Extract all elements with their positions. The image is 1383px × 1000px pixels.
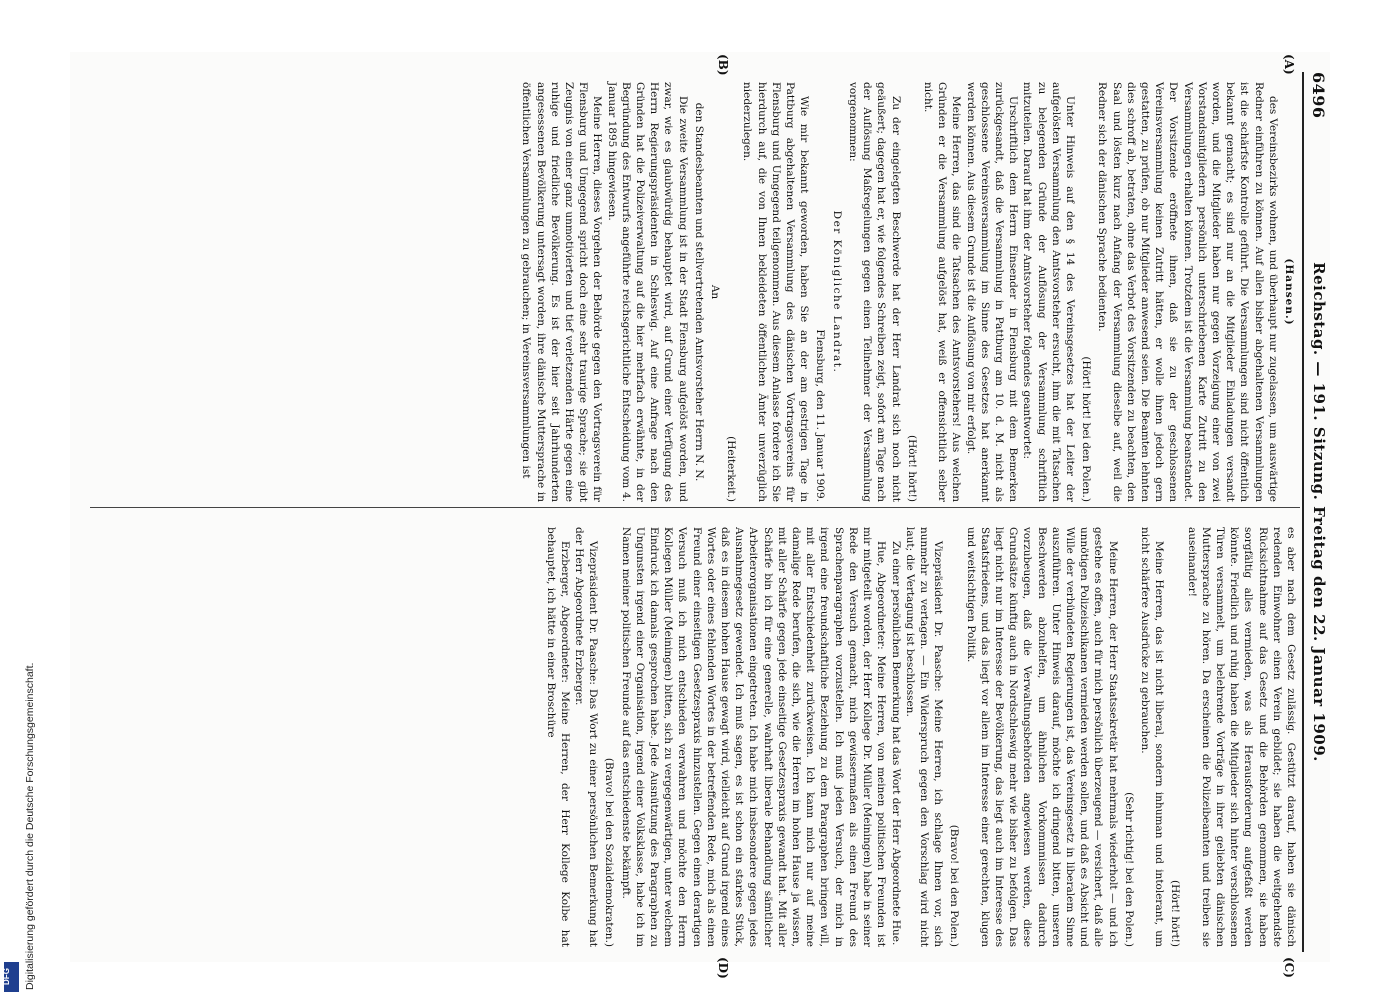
quoted-paragraph: Urschriftlich dem Herrn Einsender in Flensburg mit dem Bemerken zurückgesandt, daß die Versammlung in Pattburg am 10. d. M. nicht als geschlossene Vereinsversammlung im Sinne des Gesetzes hat anerkannt werden können. Aus diesem Grunde ist die Auflösung von mir erfolgt. [964, 82, 1020, 502]
paragraph: Vizepräsident Dr. Paasche: Meine Herren, ich schlage Ihnen vor, sich nunmehr zu vertagen. — Ein Widerspruch gegen den Vorschlag wird nicht laut; die Vertagung ist beschlossen. [903, 527, 945, 947]
letter-recipient: den Standesbeamten und stellvertretenden Amtsvorsteher Herrn N. N. [692, 102, 705, 482]
dfg-logo [1, 962, 19, 992]
margin-marker-b: (B) [716, 54, 730, 76]
session-title: Reichstag. — 191. Sitzung. Freitag den 22. Januar 1909. [1310, 262, 1328, 762]
interjection: (Sehr richtig! bei den Polen.) [1122, 792, 1135, 947]
running-head [1304, 72, 1330, 952]
letter-sender: Der Königliche Landrat. [830, 210, 843, 374]
letter-to: An [709, 284, 722, 300]
scanned-page [70, 52, 1330, 979]
paragraph: es aber nach dem Gesetz zulässig. Gestützt darauf, haben sie dänisch redenden Einwohner einen Verein gebildet; sie haben die weitgehendste Rücksichtnahme auf das Gesetz und die Behörden genommen, sie haben sorgfältig alles vermieden, was als Herausforderung aufgefaßt werden könnte. Friedlich und ruhig haben die Mitglieder sich hinter verschlossenen Türen versammelt, um belehrende Vorträge in ihrer geliebten dänischen Muttersprache zu hören. Da erscheinen die Polizeibeamten und treiben sie auseinander! [1185, 527, 1297, 947]
header-rule [1302, 72, 1304, 952]
paragraph: Erzberger, Abgeordneter: Meine Herren, der Herr Kollege Kolbe hat behauptet, ich hätte in einer Broschüre [544, 527, 571, 947]
letter-date: Flensburg, den 11. Januar 1909. [814, 329, 827, 502]
paragraph: Zu der eingelegten Beschwerde hat der Herr Landrat sich noch nicht geäußert; dagegen hat er, wie folgendes Schreiben zeigt, sofort am Tage nach der Auflösung Maßregelungen gegen einen Teilnehmer der Versammlung vorgenommen: [846, 82, 902, 502]
right-column [543, 527, 1298, 947]
dfg-logo-text: DFG [1, 968, 11, 985]
interjection: (Heiterkeit.) [725, 436, 738, 502]
column-divider [90, 507, 1300, 508]
paragraph: Meine Herren, das sind die Tatsachen des Amtsvorstehers! Aus welchen Gründen er die Versammlung aufgelöst hat, weiß er offensichtlich selber nicht. [921, 82, 963, 502]
left-column [519, 82, 1298, 502]
paragraph: Hue, Abgeordneter: Meine Herren, von meinen politischen Freunden ist mir mitgeteilt worden, der Herr Kollege Dr. Müller (Meiningen) habe in seiner Rede den Versuch gemacht, mich gewissermaßen als einen Freund des Sprachenparagraphen vorzustellen. Ich muß jeden Versuch, der mich in irgend eine freundschaftliche Beziehung zu dem Paragraphen bringen will, mit aller Entschiedenheit zurückweisen. Ich kann mich nur auf meine damalige Rede berufen, die sich, wie die Herren im hohen Hause ja wissen, mit aller Schärfe gegen jede einseitige Gesetzespraxis gewandt hat. Mit aller Schärfe bin ich für eine generelle, wahrhaft liberale Behandlung sämtlicher Arbeiterorganisationen eingetreten. Ich habe mich insbesondere gegen jedes Ausnahmegesetz gewendet. Ich muß sagen, es ist schon ein starkes Stück, daß es in diesem hohen Hause gewagt wird, vielleicht auf Grund irgend eines Wortes oder eines fehlenden Wortes in der betreffenden Rede, mich als einen Freund einer einseitigen Gesetzespraxis hinzustellen. Gegen einen derartigen Versuch muß ich mich entschieden verwahren und möchte den Herrn Kollegen Müller (Meiningen) bitten, sich zu vergegenwärtigen, unter welchem Eindruck ich damals gesprochen habe. Jede Ausnützung des Paragraphen zu Ungunsten irgend einer Organisation, irgend einer Volksklasse, habe ich im Namen meiner politischen Freunde auf das entschiedenste bekämpft. [619, 527, 888, 947]
paragraph: Meine Herren, dieses Vorgehen der Behörde gegen den Vortragsverein für Flensburg und Umgegend spricht doch eine sehr traurige Sprache; sie gibt Zeugnis von einer ganz unmotivierten und tief verletzenden Härte gegen eine ruhige und friedliche Bevölkerung. Es ist der hier seit Jahrhunderten angesessenen Bevölkerung untersagt worden, ihre dänische Muttersprache in öffentlichen Versammlungen zu gebrauchen; in Vereinsversammlungen ist [520, 82, 604, 502]
margin-marker-a: (A) [1282, 54, 1296, 75]
letter-body: Wie mir bekannt geworden, haben Sie an der am gestrigen Tage in Pattburg abgehaltenen Versammlung des dänischen Vortragsvereins für Flensburg und Umgegend teilgenommen. Aus diesem Anlasse fordere ich Sie hierdurch auf, die von Ihnen bekleideten öffentlichen Ämter unverzüglich niederzulegen. [741, 82, 811, 502]
footer-strip [0, 0, 36, 1000]
margin-marker-c: (C) [1282, 957, 1296, 978]
paragraph: Meine Herren, das ist nicht liberal, sondern inhuman und intolerant, um nicht schärfere Ausdrücke zu gebrauchen. [1138, 527, 1166, 947]
paragraph: Zu einer persönlichen Bemerkung hat das Wort der Herr Abgeordnete Hue. [889, 541, 902, 946]
interjection: (Hört! hört!) [1169, 879, 1182, 947]
paragraph: Unter Hinweis auf den § 14 des Vereinsgesetzes hat der Leiter der aufgelösten Versammlung den Amtsvorsteher ersucht, ihm die mit Tatsachen zu belegenden Gründe der Auflösung der Versammlung schriftlich mitzuteilen. Darauf hat ihm der Amtsvorsteher folgendes geantwortet: [1021, 82, 1076, 502]
speaker-tag: (Hansen.) [1283, 258, 1295, 326]
margin-marker-d: (D) [716, 957, 730, 979]
paragraph: Meine Herren, der Herr Staatssekretär hat mehrmals wiederholt — und ich gestehe es offen, auch für mich persönlich überzeugend — versichert, daß alle unnötigen Polizeischikanen vermieden werden sollen, und daß es Absicht und Wille der verbündeten Regierungen ist, das Vereinsgesetz in liberalem Sinne auszuführen. Unter Hinweis darauf, möchte ich dringend bitten, unseren Beschwerden abzuhelfen, um ähnlichen Vorkommnissen dadurch vorzubeugen, daß die Verwaltungsbehörden angewiesen werden, diese Grundsätze künftig auch in Nordschleswig mehr wie bisher zu befolgen. Das liegt nicht nur im Interesse der Bevölkerung, das liegt auch im Interesse des Staatsfriedens, und das liegt vor allem im Interesse einer gerechten, klugen und weitsichtigen Politik. [964, 527, 1119, 947]
interjection: (Bravo! bei den Sozialdemokraten.) [603, 757, 616, 947]
digitization-credit: Digitalisierung gefördert durch die Deutsche Forschungsgemeinschaft. [24, 662, 36, 990]
interjection: (Hört! hört!) [905, 434, 918, 502]
paragraph: des Vereinsbezirks wohnen, und überhaupt nur zugelassen, um auswärtige Redner einführen zu können. Auf allen bisher abgehaltenen Versammlungen ist die schärfste Kontrolle geführt. Die Versammlungen sind nicht öffentlich bekannt gemacht; es sind nur an die Mitglieder Einladungen versandt worden, und die Mitglieder haben nur gegen Vorzeigung einer von zwei Vorstandsmitgliedern persönlich unterschriebenen Karte Zutritt zu den Versammlungen erhalten können. Trotzdem ist die Versammlung beanstandet. Der Vorsitzende eröffnete ihnen, daß sie zu der geschlossenen Vereinsversammlung keinen Zutritt hätten, er wolle ihnen jedoch gern gestatten, zu prüfen, ob nur Mitglieder anwesend seien. Die Beamten lehnten dies schroff ab, betraten, ohne das Verbot des Vorsitzenden zu beachten, den Saal und lösten kurz nach Anfang der Versammlung dieselbe auf, weil die Redner sich der dänischen Sprache bedienten. [1096, 82, 1279, 502]
interjection: (Hört! hört! bei den Polen.) [1080, 356, 1093, 502]
paragraph: Vizepräsident Dr. Paasche: Das Wort zu einer persönlichen Bemerkung hat der Herr Abgeordnete Erzberger. [573, 527, 600, 947]
paragraph: Die zweite Versammlung ist in der Stadt Flensburg aufgelöst worden, und zwar, wie es glaubwürdig behauptet wird, auf Grund einer Verfügung des Herrn Regierungspräsidenten in Schleswig. Auf eine Anfrage nach den Gründen hat die Polizeiverwaltung auf die hier mehrfach erwähnte, in der Begründung des Entwurfs angeführte reichsgerichtliche Entscheidung vom 4. Januar 1895 hingewiesen. [605, 82, 689, 502]
page-number: 6496 [1309, 72, 1328, 119]
interjection: (Bravo! bei den Polen.) [948, 824, 961, 947]
